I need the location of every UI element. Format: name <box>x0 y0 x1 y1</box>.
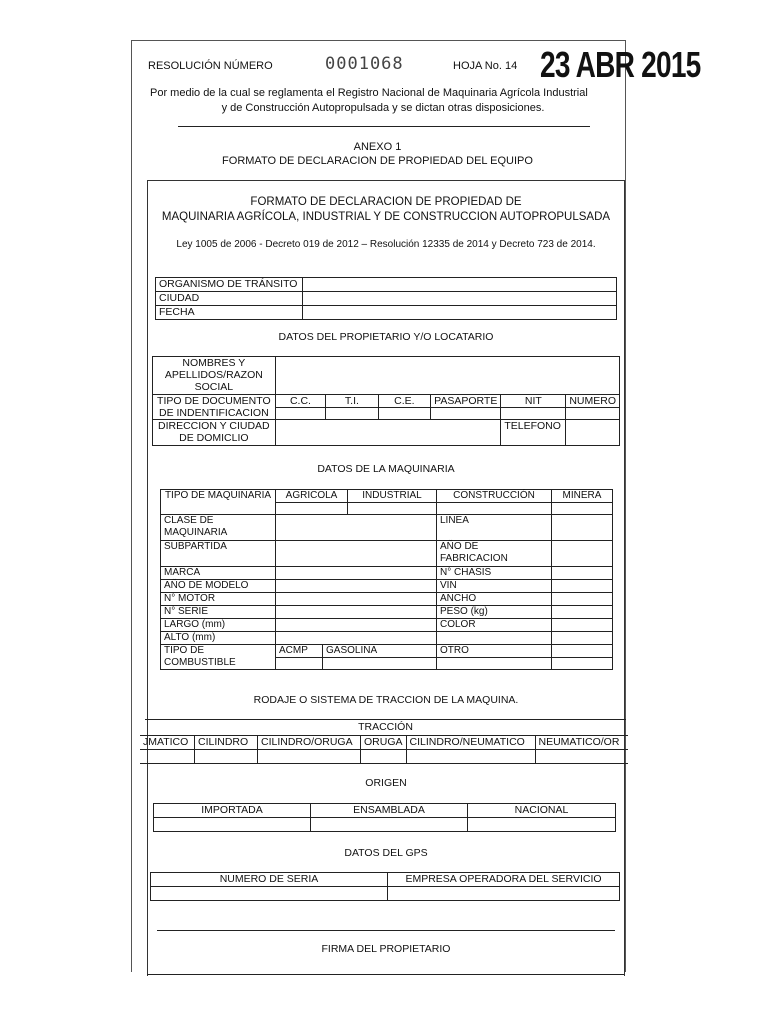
clase-field[interactable] <box>276 515 437 541</box>
cc-label: C.C. <box>275 395 326 408</box>
owner-heading: DATOS DEL PROPIETARIO Y/O LOCATARIO <box>278 331 494 343</box>
address-field[interactable] <box>275 420 501 446</box>
combustible-blank-2 <box>552 658 613 670</box>
transit-table <box>155 277 617 320</box>
address-label: DIRECCION Y CIUDAD DE DOMICLIO <box>153 420 276 446</box>
importada-field[interactable] <box>154 818 311 832</box>
marca-field[interactable] <box>276 567 437 580</box>
origin-table <box>153 803 616 832</box>
machine-type-label: TIPO DE MAQUINARIA <box>161 490 276 515</box>
resolution-number: 0001068 <box>325 54 404 74</box>
largo-label: LARGO (mm) <box>161 619 276 632</box>
traction-option-1: JMATICO <box>140 736 195 750</box>
industrial-label: INDUSTRIAL <box>348 490 437 503</box>
ancho-label: ANCHO <box>437 593 552 606</box>
signature-line <box>157 930 615 931</box>
ce-field[interactable] <box>378 408 431 420</box>
gasolina-label: GASOLINA <box>323 645 437 658</box>
combustible-label: TIPO DE COMBUSTIBLE <box>161 645 276 670</box>
peso-field[interactable] <box>552 606 613 619</box>
gps-heading: DATOS DEL GPS <box>344 847 428 859</box>
owner-table <box>152 356 620 446</box>
traction-field-1[interactable] <box>140 750 195 764</box>
vin-field[interactable] <box>552 580 613 593</box>
anio-fab-label: AÑO DE FABRICACION <box>437 541 552 567</box>
date-stamp: 23 ABR 2015 <box>540 44 701 85</box>
clase-label: CLASE DE MAQUINARIA <box>161 515 276 541</box>
machine-heading: DATOS DE LA MAQUINARIA <box>317 463 455 475</box>
gps-operator-label: EMPRESA OPERADORA DEL SERVICIO <box>388 873 620 887</box>
alto-blank <box>437 632 552 645</box>
color-field[interactable] <box>552 619 613 632</box>
vin-label: VIN <box>437 580 552 593</box>
description-line-2: y de Construcción Autopropulsada y se dictan otras disposiciones. <box>221 102 545 114</box>
construccion-field[interactable] <box>437 503 552 515</box>
ti-label: T.I. <box>326 395 378 408</box>
agricola-field[interactable] <box>276 503 348 515</box>
traction-table <box>140 735 628 764</box>
gps-table <box>150 872 620 901</box>
passport-field[interactable] <box>431 408 501 420</box>
gps-serial-label: NUMERO DE SERIA <box>151 873 388 887</box>
largo-field[interactable] <box>276 619 437 632</box>
traction-option-3: CILINDRO/ORUGA <box>258 736 361 750</box>
otro-field[interactable] <box>437 658 552 670</box>
acpm-label: ACMP <box>276 645 323 658</box>
traction-field-5[interactable] <box>406 750 535 764</box>
names-label: NOMBRES Y APELLIDOS/RAZON SOCIAL <box>153 357 276 395</box>
otro-label: OTRO <box>437 645 552 658</box>
ciudad-label: CIUDAD <box>156 292 303 306</box>
anio-modelo-label: AÑO DE MODELO <box>161 580 276 593</box>
traction-top-line <box>145 719 626 720</box>
importada-label: IMPORTADA <box>154 804 311 818</box>
agricola-label: AGRICOLA <box>276 490 348 503</box>
fecha-field[interactable] <box>303 306 617 320</box>
annex-title: ANEXO 1 <box>353 141 402 153</box>
traction-field-4[interactable] <box>361 750 407 764</box>
ensamblada-label: ENSAMBLADA <box>311 804 468 818</box>
chasis-field[interactable] <box>552 567 613 580</box>
phone-field[interactable] <box>566 420 620 446</box>
industrial-field[interactable] <box>348 503 437 515</box>
motor-label: N° MOTOR <box>161 593 276 606</box>
nacional-label: NACIONAL <box>468 804 616 818</box>
peso-label: PESO (kg) <box>437 606 552 619</box>
form-bottom-line <box>147 974 624 975</box>
ancho-field[interactable] <box>552 593 613 606</box>
nit-field[interactable] <box>501 408 566 420</box>
signature-label: FIRMA DEL PROPIETARIO <box>321 943 451 955</box>
traction-label: TRACCIÓN <box>358 721 413 733</box>
cc-field[interactable] <box>275 408 326 420</box>
organismo-label: ORGANISMO DE TRÁNSITO <box>156 278 303 292</box>
number-field[interactable] <box>566 408 620 420</box>
alto-label: ALTO (mm) <box>161 632 276 645</box>
traction-heading: RODAJE O SISTEMA DE TRACCION DE LA MAQUINA. <box>253 694 519 706</box>
combustible-blank <box>552 645 613 658</box>
linea-label: LINEA <box>437 515 552 541</box>
origin-heading: ORIGEN <box>365 777 407 789</box>
traction-field-3[interactable] <box>258 750 361 764</box>
subpartida-label: SUBPARTIDA <box>161 541 276 567</box>
traction-field-2[interactable] <box>195 750 258 764</box>
ensamblada-field[interactable] <box>311 818 468 832</box>
construccion-label: CONSTRUCCIÓN <box>437 490 552 503</box>
ce-label: C.E. <box>378 395 431 408</box>
number-label: NUMERO <box>566 395 620 408</box>
traction-option-5: CILINDRO/NEUMATICO <box>406 736 535 750</box>
phone-label: TELEFONO <box>501 420 566 446</box>
form-title-line-1: FORMATO DE DECLARACION DE PROPIEDAD DE <box>250 196 522 208</box>
annex-subtitle: FORMATO DE DECLARACION DE PROPIEDAD DEL EQUIPO <box>222 155 533 167</box>
ti-field[interactable] <box>326 408 378 420</box>
gps-operator-field[interactable] <box>388 887 620 901</box>
traction-option-4: ORUGA <box>361 736 407 750</box>
organismo-field[interactable] <box>303 278 617 292</box>
serie-field[interactable] <box>276 606 437 619</box>
motor-field[interactable] <box>276 593 437 606</box>
linea-field[interactable] <box>552 515 613 541</box>
header-divider <box>178 126 590 127</box>
gps-serial-field[interactable] <box>151 887 388 901</box>
alto-blank-2 <box>552 632 613 645</box>
resolution-label: RESOLUCIÓN NÚMERO <box>148 60 273 72</box>
alto-field[interactable] <box>276 632 437 645</box>
chasis-label: N° CHASIS <box>437 567 552 580</box>
description-line-1: Por medio de la cual se reglamenta el Registro Nacional de Maquinaria Agrícola Industrial <box>150 87 588 99</box>
minera-label: MINERA <box>552 490 613 503</box>
traction-option-2: CILINDRO <box>195 736 258 750</box>
serie-label: N° SERIE <box>161 606 276 619</box>
law-reference: Ley 1005 de 2006 - Decreto 019 de 2012 – Resolución 12335 de 2014 y Decreto 723 de 2014. <box>176 239 596 250</box>
ciudad-field[interactable] <box>303 292 617 306</box>
doc-type-label: TIPO DE DOCUMENTO DE INDENTIFICACION <box>153 395 276 420</box>
nit-label: NIT <box>501 395 566 408</box>
marca-label: MARCA <box>161 567 276 580</box>
form-title-line-2: MAQUINARIA AGRÍCOLA, INDUSTRIAL Y DE CONSTRUCCION AUTOPROPULSADA <box>161 211 611 223</box>
traction-field-6[interactable] <box>535 750 628 764</box>
color-label: COLOR <box>437 619 552 632</box>
acpm-field[interactable] <box>276 658 323 670</box>
anio-modelo-field[interactable] <box>276 580 437 593</box>
sheet-label: HOJA No. 14 <box>453 60 518 72</box>
minera-field[interactable] <box>552 503 613 515</box>
machine-table <box>160 489 613 670</box>
anio-fab-field[interactable] <box>552 541 613 567</box>
passport-label: PASAPORTE <box>431 395 501 408</box>
nacional-field[interactable] <box>468 818 616 832</box>
names-field[interactable] <box>275 357 619 395</box>
fecha-label: FECHA <box>156 306 303 320</box>
gasolina-field[interactable] <box>323 658 437 670</box>
traction-option-6: NEUMATICO/OR <box>535 736 628 750</box>
subpartida-field[interactable] <box>276 541 437 567</box>
